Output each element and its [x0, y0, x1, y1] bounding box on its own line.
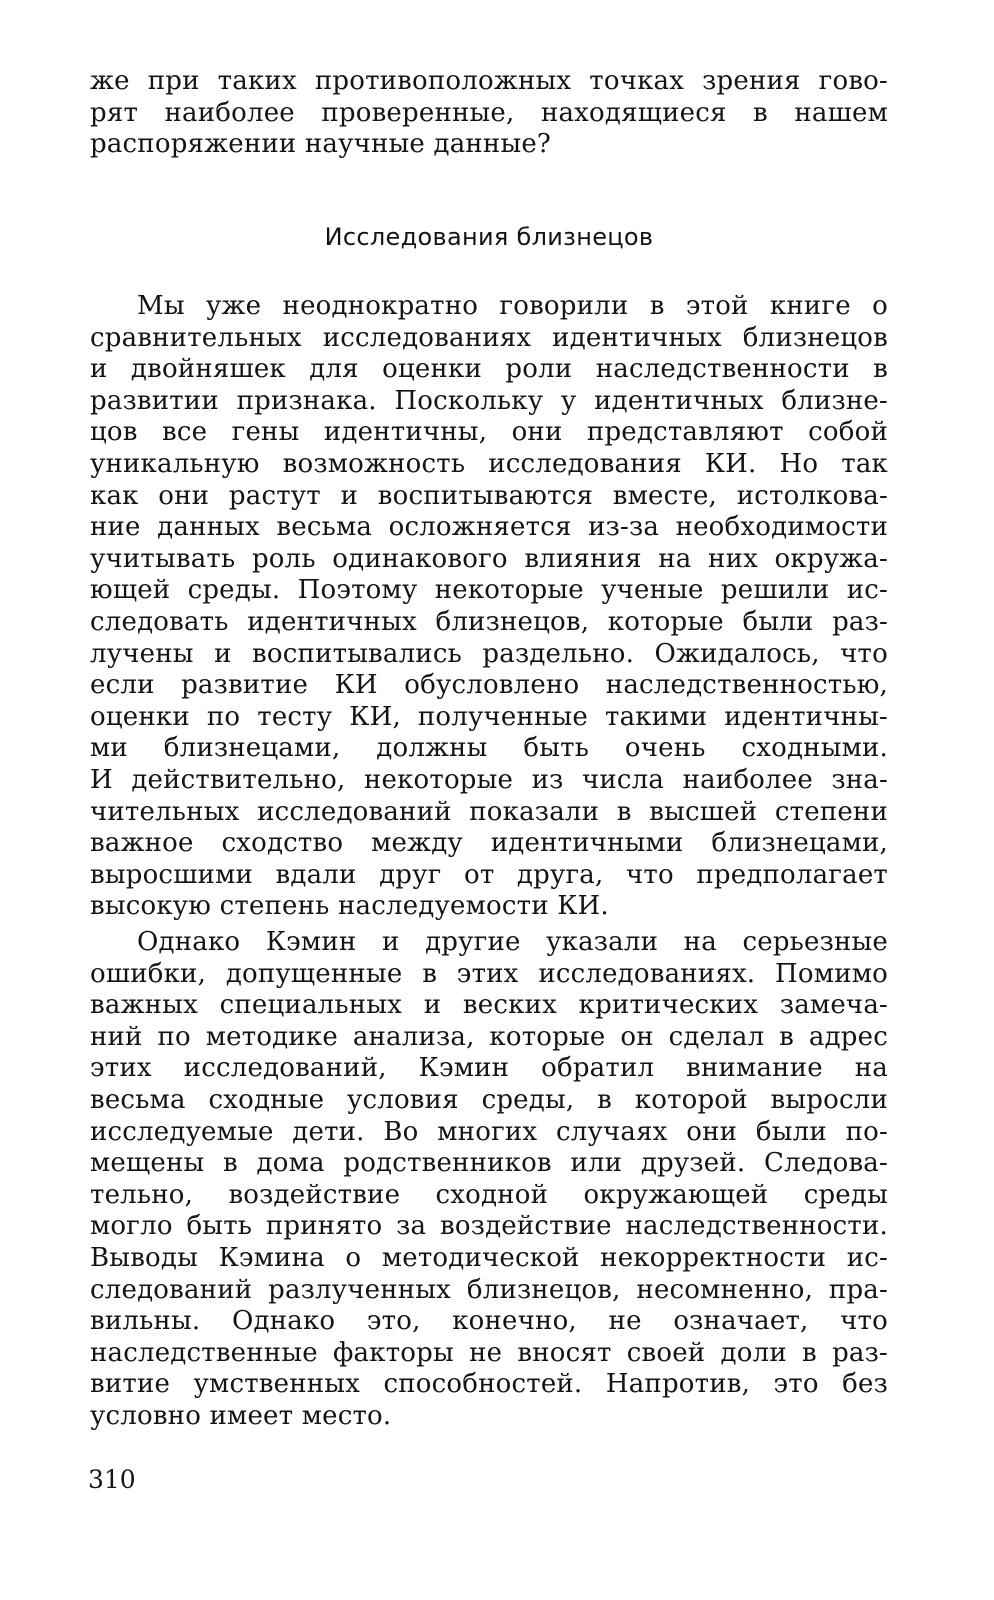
- text-line: рят наиболее проверенные, находящиеся в нашем: [90, 97, 888, 128]
- section-heading: Исследования близнецов: [324, 223, 654, 251]
- text-line: высокую степень наследуемости КИ.: [90, 891, 609, 922]
- text-line: ний по методике анализа, которые он сделал в адрес: [90, 1021, 888, 1052]
- text-line: витие умственных способностей. Напротив, это без: [90, 1369, 888, 1400]
- text-line: И действительно, некоторые из числа наиболее зна-: [90, 764, 888, 795]
- text-line: оценки по тесту КИ, полученные такими идентичны-: [90, 701, 888, 732]
- text-line: вильны. Однако это, конечно, не означает, что: [90, 1306, 888, 1337]
- text-line: следований разлученных близнецов, несомненно, пра-: [90, 1274, 888, 1305]
- text-line: ющей среды. Поэтому некоторые ученые решили ис-: [90, 575, 888, 606]
- paragraph-2: [90, 927, 888, 1433]
- text-line: мещены в дома родственников или друзей. Следова-: [90, 1148, 888, 1179]
- text-line: выросшими вдали друг от друга, что предполагает: [90, 859, 888, 890]
- text-line: следовать идентичных близнецов, которые были раз-: [90, 606, 888, 637]
- text-line: Выводы Кэмина о методической некорректности ис-: [90, 1242, 888, 1273]
- text-line: сравнительных исследованиях идентичных близнецов: [90, 322, 888, 353]
- text-line: важное сходство между идентичными близнецами,: [90, 828, 888, 859]
- text-line: условно имеет место.: [90, 1400, 392, 1431]
- page-number: 310: [88, 1465, 136, 1494]
- text-line: Однако Кэмин и другие указали на серьезные: [137, 927, 888, 957]
- text-line: могло быть принято за воздействие наследственности.: [90, 1211, 888, 1242]
- text-line: чительных исследований показали в высшей степени: [90, 796, 888, 827]
- intro-text: [90, 66, 888, 161]
- text-line: Мы уже неоднократно говорили в этой книге о: [137, 291, 888, 321]
- text-line: лучены и воспитывались раздельно. Ожидалось, что: [90, 638, 888, 669]
- text-line: наследственные факторы не вносят своей доли в раз-: [90, 1337, 888, 1368]
- text-line: ние данных весьма осложняется из-за необходимости: [90, 512, 888, 543]
- text-line: цов все гены идентичны, они представляют собой: [90, 417, 888, 448]
- text-line: уникальную возможность исследования КИ. Но так: [90, 448, 888, 479]
- text-line: весьма сходные условия среды, в которой выросли: [90, 1084, 888, 1115]
- text-line: этих исследований, Кэмин обратил внимание на: [90, 1053, 888, 1084]
- text-line: ми близнецами, должны быть очень сходными.: [90, 733, 888, 764]
- paragraph-1: [90, 291, 888, 923]
- text-line: важных специальных и веских критических замеча-: [90, 990, 888, 1021]
- text-line: тельно, воздействие сходной окружающей среды: [90, 1179, 888, 1210]
- text-line: как они растут и воспитываются вместе, истолкова-: [90, 480, 888, 511]
- text-line: же при таких противоположных точках зрения гово-: [90, 66, 888, 96]
- text-line: распоряжении научные данные?: [90, 129, 552, 160]
- text-line: учитывать роль одинакового влияния на них окружа-: [90, 543, 888, 574]
- text-line: исследуемые дети. Во многих случаях они были по-: [90, 1116, 888, 1147]
- text-line: если развитие КИ обусловлено наследственностью,: [90, 670, 888, 701]
- text-line: развитии признака. Поскольку у идентичных близне-: [90, 385, 888, 416]
- text-line: ошибки, допущенные в этих исследованиях. Помимо: [90, 958, 888, 989]
- text-line: и двойняшек для оценки роли наследственности в: [90, 354, 888, 385]
